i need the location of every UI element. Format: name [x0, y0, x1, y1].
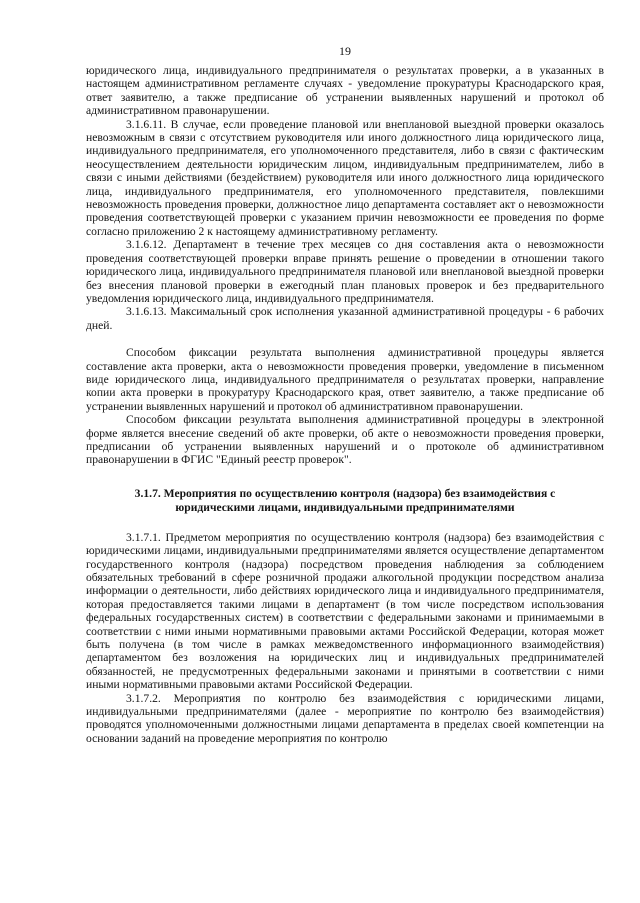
paragraph-continuation: юридического лица, индивидуального предпринимателя о результатах проверки, а в указанных в настоящем административном регламенте случаях - уведомление прокуратуры Краснодарского края, ответ заявителю, а также предписание об устранении выявленных нарушений и протокол об административном правонарушении.: [86, 64, 604, 118]
page-number: 19: [339, 44, 351, 58]
paragraph-3-1-6-12: 3.1.6.12. Департамент в течение трех месяцев со дня составления акта о невозможности проведения соответствующей проверки вправе принять решение о проведении в отношении такого юридического лица, индивидуального предпринимателя плановой или внеплановой выездной проверки без внесения плановой проверки в ежегодный план плановых проверок и без предварительного уведомления юридического лица, индивидуального предпринимателя.: [86, 238, 604, 305]
paragraph-fixation-method: Способом фиксации результата выполнения административной процедуры является составление акта проверки, акта о невозможности проведения проверки, уведомление в письменном виде юридического лица, индивидуального предпринимателя о результатах проверки, направление копии акта проверки в прокуратуру Краснодарского края, ответ заявителю, а также предписание об устранении выявленных нарушений и протокол об административном правонарушении.: [86, 346, 604, 413]
paragraph-3-1-6-13: 3.1.6.13. Максимальный срок исполнения указанной административной процедуры - 6 рабочих дней.: [86, 305, 604, 332]
paragraph-3-1-7-1: 3.1.7.1. Предметом мероприятия по осуществлению контроля (надзора) без взаимодействия с юридическими лицами, индивидуальными предпринимателями является осуществление департаментом государственного контроля (надзора) посредством проведения наблюдения за соблюдением обязательных требований в сфере розничной продажи алкогольной продукции посредством анализа информации о деятельности, либо действиях юридического лица и индивидуального предпринимателя, которая предоставляется такими лицами в департамент (в том числе посредством использования федеральных государственных систем) в соответствии с федеральными законами и принимаемыми в соответствии с ними иными нормативными правовыми актами Российской Федерации, которая может быть получена (в том числе в рамках межведомственного информационного взаимодействия) департаментом без возложения на юридических лиц и индивидуальных предпринимателей обязанностей, не предусмотренных федеральными законами и принятыми в соответствии с ними иными нормативными правовыми актами Российской Федерации.: [86, 530, 604, 692]
paragraph-fixation-electronic: Способом фиксации результата выполнения административной процедуры в электронной форме является внесение сведений об акте проверки, об акте о невозможности проведения проверки, предписании об устранении выявленных нарушений и о протоколе об административном правонарушении в ФГИС "Единый реестр проверок".: [86, 413, 604, 467]
paragraph-3-1-6-11: 3.1.6.11. В случае, если проведение плановой или внеплановой выездной проверки оказалось невозможным в связи с отсутствием руководителя или иного должностного лица юридического лица, индивидуального предпринимателя, его уполномоченного представителя, либо в связи с фактическим неосуществлением деятельности юридическим лицом, индивидуальным предпринимателем, либо в связи с иными действиями (бездействием) руководителя или иного должностного лица юридического лица, индивидуального предпринимателя, его уполномоченного представителя, повлекшими невозможность проведения проверки, должностное лицо департамента составляет акт о невозможности проведения соответствующей проверки с указанием причин невозможности ее проведения по форме согласно приложению 2 к настоящему административному регламенту.: [86, 117, 604, 238]
paragraph-3-1-7-2: 3.1.7.2. Мероприятия по контролю без взаимодействия с юридическими лицами, индивидуальными предпринимателями (далее - мероприятие по контролю без взаимодействия) проводятся уполномоченными должностными лицами департамента в пределах своей компетенции на основании заданий на проведение мероприятия по контролю: [86, 691, 604, 745]
section-heading-3-1-7: 3.1.7. Мероприятия по осуществлению контроля (надзора) без взаимодействия с юридическими лицами, индивидуальными предпринимателями: [134, 486, 556, 514]
